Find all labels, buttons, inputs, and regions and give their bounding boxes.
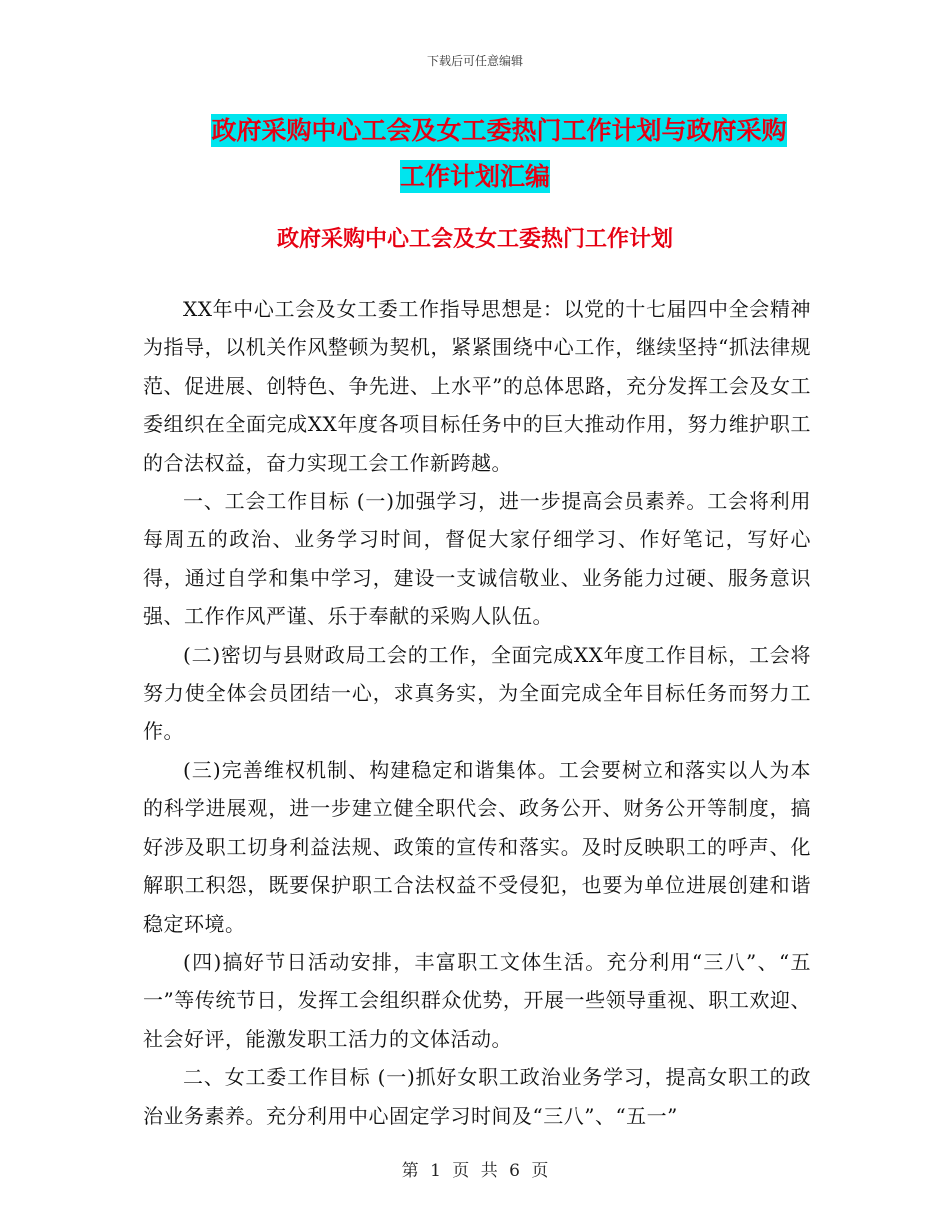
document-title-line-2: 工作计划汇编 (399, 162, 550, 191)
document-title-line-1: 政府采购中心工会及女工委热门工作计划与政府采购 (211, 116, 787, 145)
document-title (0, 108, 950, 200)
section-title: 政府采购中心工会及女工委热门工作计划 (276, 226, 673, 252)
paragraph: XX年中心工会及女工委工作指导思想是：以党的十七届四中全会精神为指导，以机关作风整顿为契机，紧紧围绕中心工作，继续坚持“抓法律规范、促进展、创特色、争先进、上水平”的总体思路，充分发挥工会及女工委组织在全面完成XX年度各项目标任务中的巨大推动作用，努力维护职工的合法权益，奋力实现工会工作新跨越。 (143, 297, 811, 475)
document-body (143, 290, 811, 1135)
header-note: 下载后可任意编辑 (426, 54, 523, 68)
paragraph: (三)完善维权机制、构建稳定和谐集体。工会要树立和落实以人为本的科学进展观，进一步建立健全职代会、政务公开、财务公开等制度，搞好涉及职工切身利益法规、政策的宣传和落实。及时反映职工的呼声、化解职工积怨，既要保护职工合法权益不受侵犯，也要为单位进展创建和谐稳定环境。 (143, 757, 811, 936)
paragraph: (四)搞好节日活动安排，丰富职工文体生活。充分利用“三八”、“五一”等传统节日，发挥工会组织群众优势，开展一些领导重视、职工欢迎、社会好评，能激发职工活力的文体活动。 (143, 949, 811, 1051)
paragraph: 二、女工委工作目标 (一)抓好女职工政治业务学习，提高女职工的政治业务素养。充分利用中心固定学习时间及“三八”、“五一” (143, 1065, 811, 1128)
page-number: 第 1 页 共 6 页 (401, 1161, 549, 1181)
paragraph: (二)密切与县财政局工会的工作，全面完成XX年度工作目标，工会将努力使全体会员团结一心，求真务实，为全面完成全年目标任务而努力工作。 (143, 642, 811, 744)
paragraph: 一、工会工作目标 (一)加强学习，进一步提高会员素养。工会将利用每周五的政治、业务学习时间，督促大家仔细学习、作好笔记，写好心得，通过自学和集中学习，建设一支诚信敬业、业务能力过硬、服务意识强、工作作风严谨、乐于奉献的采购人队伍。 (143, 489, 811, 629)
